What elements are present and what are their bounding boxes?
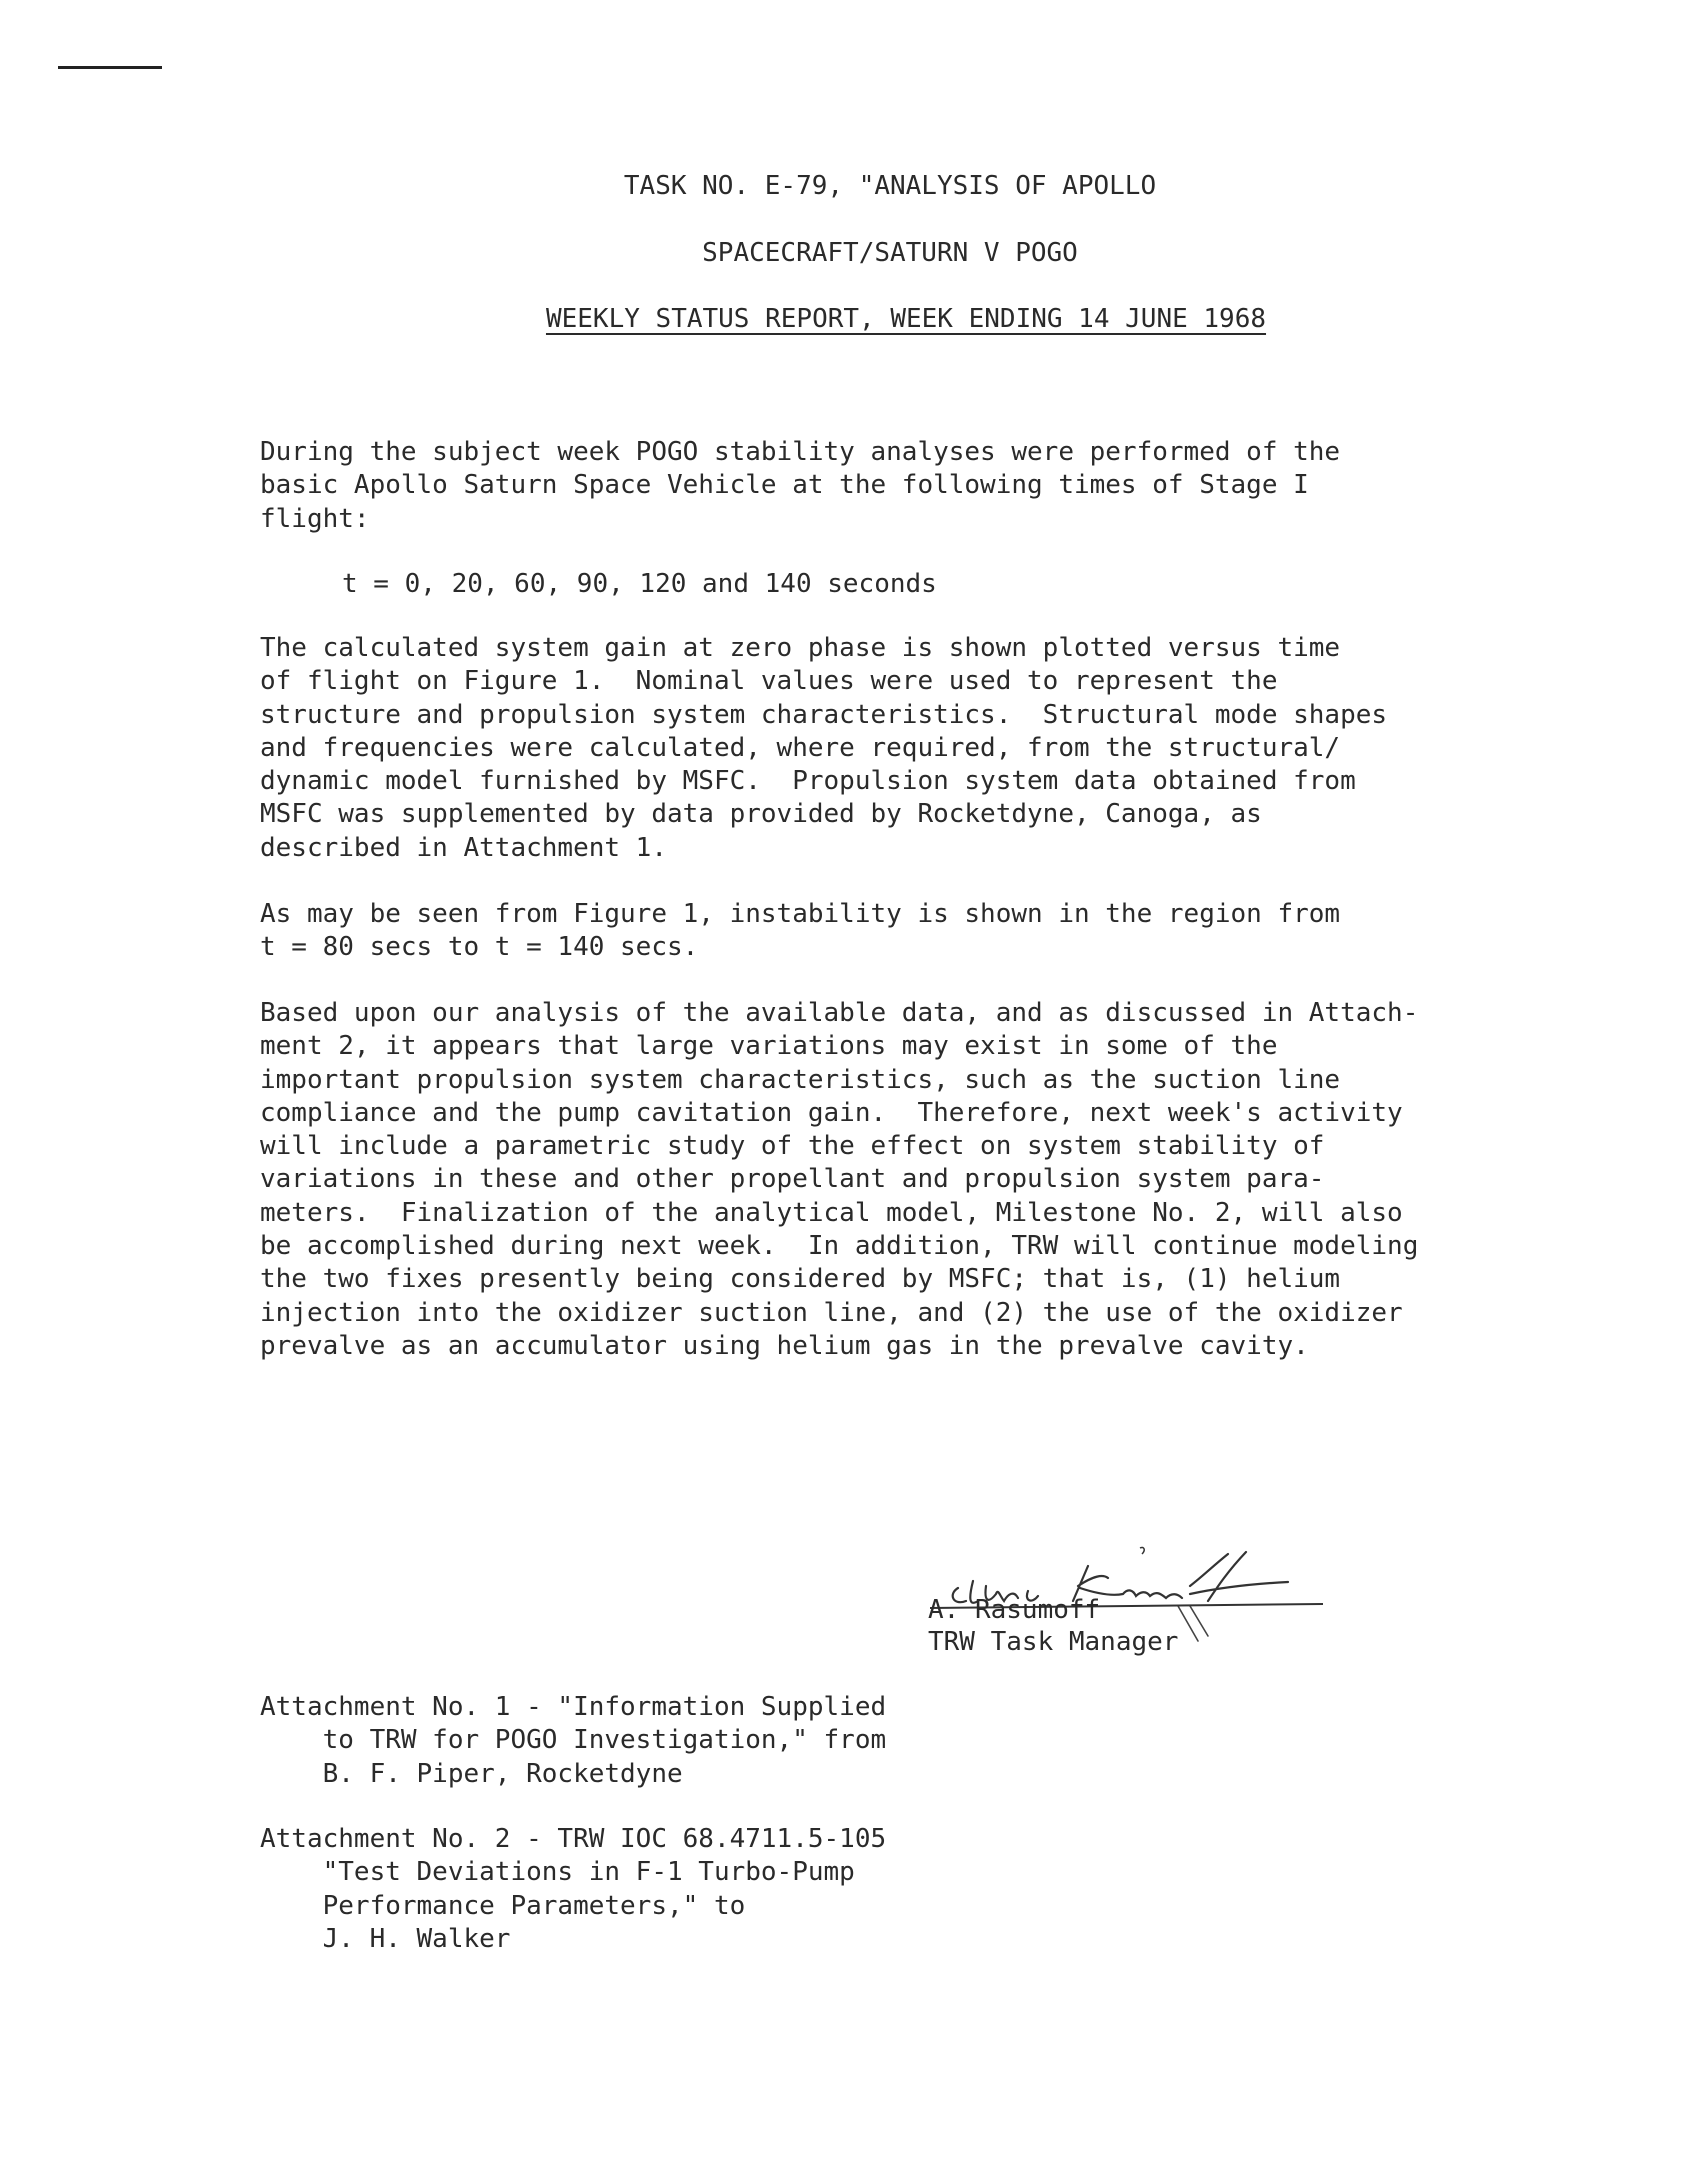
signer-name: A. Rasumoff bbox=[928, 1595, 1101, 1625]
header-task-line: TASK NO. E-79, "ANALYSIS OF APOLLO bbox=[623, 171, 1157, 201]
margin-mark bbox=[58, 66, 162, 69]
report-title: WEEKLY STATUS REPORT, WEEK ENDING 14 JUNE 1968 bbox=[545, 304, 1267, 334]
paragraph-instability: As may be seen from Figure 1, instability is shown in the region from t = 80 secs to t = 140 secs. bbox=[260, 899, 1341, 963]
paragraph-system-gain: The calculated system gain at zero phase is shown plotted versus time of flight on Figure 1. Nominal values were used to represent the structure and propulsion system characteristics. Structural mode shapes and frequencies were calculated, where required, from the structural/ dynamic model furnished by MSFC. Propulsion system data obtained from MSFC was supplemented by data provided by Rocketdyne, Canoga, as described in Attachment 1. bbox=[260, 633, 1388, 863]
paragraph-intro: During the subject week POGO stability analyses were performed of the basic Apollo Saturn Space Vehicle at the following times of Stage I flight: bbox=[260, 437, 1341, 534]
attachment-2: Attachment No. 2 - TRW IOC 68.4711.5-105 "Test Deviations in F-1 Turbo-Pump Performance Parameters," to J. H. Walker bbox=[260, 1824, 887, 1954]
header-spacecraft-line: SPACECRAFT/SATURN V POGO bbox=[702, 238, 1078, 268]
paragraph-analysis: Based upon our analysis of the available data, and as discussed in Attach- ment 2, it appears that large variations may exist in some of the important propulsion system characteristics, such as the suction line compliance and the pump cavitation gain. Therefore, next week's activity will include a parametric study of the effect on system stability of variations in these and other propellant and propulsion system para- meters. Finalization of the analytical model, Milestone No. 2, will also be accomplished during next week. In addition, TRW will continue modeling the two fixes presently being considered by MSFC; that is, (1) helium injection into the oxidizer suction line, and (2) the use of the oxidizer prevalve as an accumulator using helium gas in the prevalve cavity. bbox=[260, 998, 1419, 1361]
signer-title: TRW Task Manager bbox=[928, 1627, 1179, 1657]
attachment-1: Attachment No. 1 - "Information Supplied to TRW for POGO Investigation," from B. F. Piper, Rocketdyne bbox=[260, 1692, 887, 1789]
flight-times: t = 0, 20, 60, 90, 120 and 140 seconds bbox=[342, 569, 937, 599]
